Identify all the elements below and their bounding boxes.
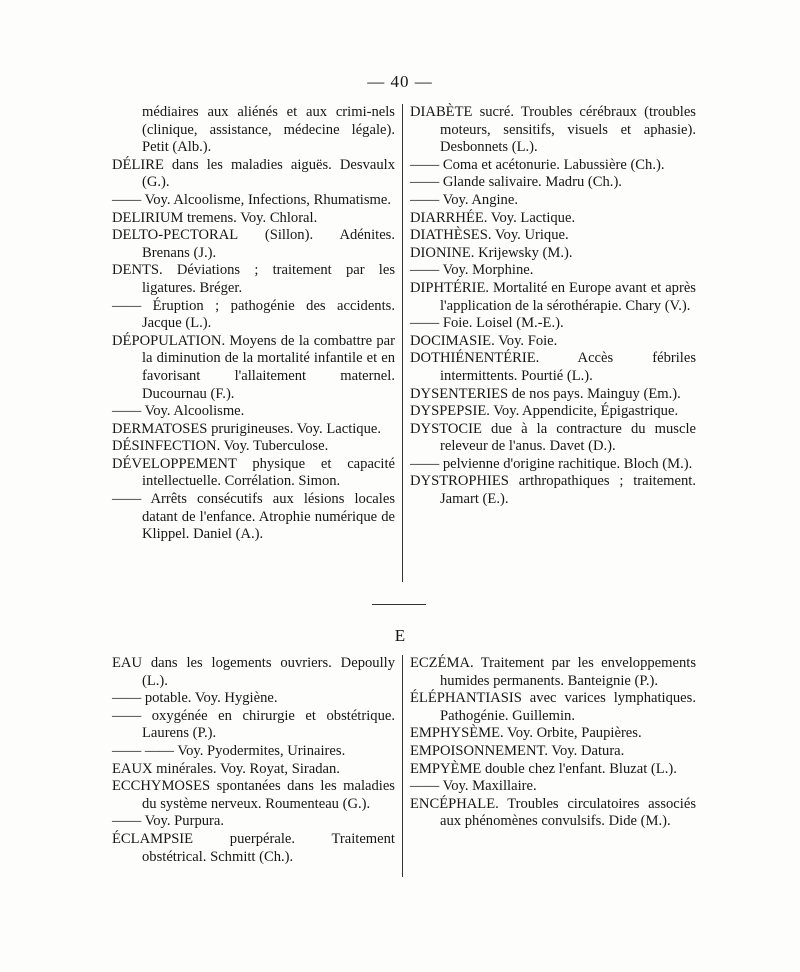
index-entry: EMPOISONNEMENT. Voy. Datura. [410, 742, 625, 759]
index-entry: médiaires aux aliénés et aux crimi-nels (clinique, assistance, médecine légale). Petit (Alb.). [142, 104, 395, 156]
column-divider-bottom [402, 655, 403, 877]
index-entry: ENCÉPHALE. Troubles circulatoires associés aux phénomènes convulsifs. Dide (M.). [410, 795, 696, 830]
index-entry: DÉSINFECTION. Voy. Tuberculose. [112, 438, 329, 455]
index-entry: DIABÈTE sucré. Troubles cérébraux (troubles moteurs, sensitifs, visuels et aphasie). Desbonnets (L.). [410, 104, 696, 156]
index-entry: —— oxygénée en chirurgie et obstétrique. Laurens (P.). [112, 707, 395, 742]
column-divider-top [402, 104, 403, 582]
index-column-top-right [410, 104, 696, 509]
index-entry: DÉPOPULATION. Moyens de la combattre par la diminution de la mortalité infantile et en favorisant l'allaitement maternel. Ducournau (F.). [112, 332, 395, 402]
index-entry: EMPYÈME double chez l'enfant. Bluzat (L.). [410, 760, 677, 777]
index-entry: —— Glande salivaire. Madru (Ch.). [410, 174, 622, 191]
index-entry: ÉCLAMPSIE puerpérale. Traitement obstétrical. Schmitt (Ch.). [112, 830, 395, 865]
index-entry: DIATHÈSES. Voy. Urique. [410, 227, 569, 244]
index-entry: DIPHTÉRIE. Mortalité en Europe avant et après l'application de la sérothérapie. Chary (V.). [410, 279, 696, 314]
index-entry: —— Voy. Maxillaire. [410, 778, 537, 795]
index-entry: DYSPEPSIE. Voy. Appendicite, Épigastrique. [410, 403, 679, 420]
index-entry: —— Voy. Alcoolisme. [112, 403, 245, 420]
index-entry: —— Foie. Loisel (M.-E.). [410, 315, 564, 332]
index-entry: —— Voy. Angine. [410, 191, 518, 208]
index-entry: —— Voy. Morphine. [410, 262, 534, 279]
index-entry: DYSENTERIES de nos pays. Mainguy (Em.). [410, 385, 681, 402]
index-entry: EAUX minérales. Voy. Royat, Siradan. [112, 760, 340, 777]
index-entry: ECCHYMOSES spontanées dans les maladies du système nerveux. Roumenteau (G.). [112, 778, 395, 812]
index-entry: DÉLIRE dans les maladies aiguës. Desvaulx (G.). [112, 156, 395, 191]
index-entry: DIONINE. Krijewsky (M.). [410, 244, 573, 261]
index-entry: EAU dans les logements ouvriers. Depoully (L.). [112, 655, 395, 689]
index-column-bottom-right [410, 655, 696, 831]
index-entry: DÉVELOPPEMENT physique et capacité intellectuelle. Corrélation. Simon. [112, 455, 395, 490]
index-entry: DOCIMASIE. Voy. Foie. [410, 332, 558, 349]
index-entry: —— Arrêts consécutifs aux lésions locales datant de l'enfance. Atrophie numérique de Klippel. Daniel (A.). [112, 491, 395, 543]
index-entry: DENTS. Déviations ; traitement par les ligatures. Bréger. [112, 262, 395, 296]
index-entry: —— —— Voy. Pyodermites, Urinaires. [112, 742, 346, 759]
index-column-top-left [112, 104, 395, 544]
index-entry: DYSTROPHIES arthropathiques ; traitement. Jamart (E.). [410, 473, 696, 508]
section-letter: E [394, 626, 406, 645]
index-entry: DELIRIUM tremens. Voy. Chloral. [112, 209, 318, 226]
index-entry: DERMATOSES prurigineuses. Voy. Lactique. [112, 420, 382, 437]
index-entry: DIARRHÉE. Voy. Lactique. [410, 209, 576, 226]
index-entry: —— Coma et acétonurie. Labussière (Ch.). [410, 156, 665, 173]
index-entry: —— Voy. Alcoolisme, Infections, Rhumatisme. [112, 191, 392, 208]
index-entry: EMPHYSÈME. Voy. Orbite, Paupières. [410, 725, 642, 742]
index-entry: DYSTOCIE due à la contracture du muscle releveur de l'anus. Davet (D.). [410, 420, 696, 455]
index-entry: ÉLÉPHANTIASIS avec varices lymphatiques. Pathogénie. Guillemin. [410, 690, 696, 724]
index-column-bottom-left [112, 655, 395, 866]
section-separator-rule [372, 604, 426, 605]
index-entry: —— pelvienne d'origine rachitique. Bloch (M.). [410, 455, 693, 472]
index-entry: —— Éruption ; pathogénie des accidents. Jacque (L.). [112, 297, 395, 332]
index-entry: ECZÉMA. Traitement par les enveloppements humides permanents. Banteignie (P.). [410, 655, 696, 689]
index-entry: —— potable. Voy. Hygiène. [112, 690, 278, 707]
index-entry: DOTHIÉNENTÉRIE. Accès fébriles intermittents. Pourtié (L.). [410, 350, 696, 384]
index-entry: —— Voy. Purpura. [112, 813, 225, 830]
index-entry: DELTO-PECTORAL (Sillon). Adénites. Brenans (J.). [112, 227, 395, 261]
page-number: — 40 — [367, 72, 433, 91]
